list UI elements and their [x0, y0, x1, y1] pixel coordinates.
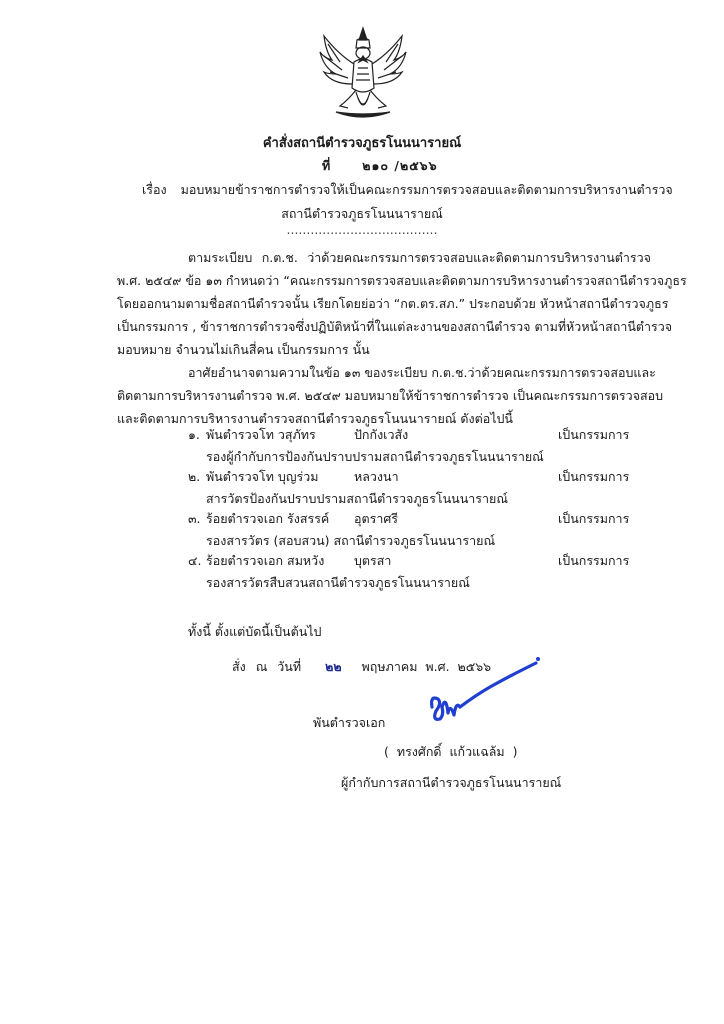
member-surname: ปักกังเวสัง: [354, 427, 409, 442]
member-name: พันตำรวจโท วสุภัทร: [206, 427, 316, 442]
member-name: ร้อยตำรวจเอก รังสรรค์: [206, 511, 330, 526]
member-position: สารวัตรป้องกันปราบปรามสถานีตำรวจภูธรโนนนารายณ์: [206, 491, 508, 506]
member-name: พันตำรวจโท บุญร่วม: [206, 469, 319, 484]
member-position: รองสารวัตรสืบสวนสถานีตำรวจภูธรโนนนารายณ์: [206, 575, 470, 590]
subject-text: มอบหมายข้าราชการตำรวจให้เป็นคณะกรรมการตรวจสอบและติดตามการบริหารงานตำรวจ: [180, 182, 673, 197]
order-title: คำสั่งสถานีตำรวจภูธรโนนนารายณ์: [262, 136, 462, 151]
signatory-rank: พันตำรวจเอก: [313, 715, 386, 730]
p1-line-4: เป็นกรรมการ , ข้าราชการตำรวจซึ่งปฏิบัติหน้าที่ในแต่ละงานของสถานีตำรวจ ตามที่หัวหน้าสถานีตำรวจ: [117, 319, 673, 334]
subject-label: เรื่อง: [142, 182, 167, 197]
member-no: ๔.: [188, 553, 202, 568]
p2-line-3: และติดตามการบริหารงานตำรวจสถานีตำรวจภูธรโนนนารายณ์ ดังต่อไปนี้: [117, 411, 513, 426]
date-day: ๒๒: [325, 659, 342, 674]
member-position: รองผู้กำกับการป้องกันปราบปรามสถานีตำรวจภูธรโนนนารายณ์: [206, 449, 544, 464]
member-list: [188, 425, 653, 595]
member-role: เป็นกรรมการ: [558, 553, 630, 568]
date-prefix: สั่ง ณ วันที่: [232, 659, 302, 674]
member-surname: อุตราศรี: [354, 511, 399, 526]
member-surname: หลวงนา: [354, 469, 399, 484]
p2-line-2: ติดตามการบริหารงานตำรวจ พ.ศ. ๒๕๔๙ มอบหมายให้ข้าราชการตำรวจ เป็นคณะกรรมการตรวจสอบ: [117, 388, 664, 403]
member-position: รองสารวัตร (สอบสวน) สถานีตำรวจภูธรโนนนารายณ์: [206, 533, 496, 548]
member-role: เป็นกรรมการ: [558, 511, 630, 526]
member-no: ๒.: [188, 469, 201, 484]
p1-line-5: มอบหมาย จำนวนไม่เกินสี่คน เป็นกรรมการ นั้น: [117, 342, 370, 357]
p2-line-1: อาศัยอำนาจตามความในข้อ ๑๓ ของระเบียบ ก.ต.ช.ว่าด้วยคณะกรรมการตรวจสอบและ: [188, 365, 656, 380]
p1-line-3: โดยออกนามตามชื่อสถานีตำรวจนั้น เรียกโดยย่อว่า “กต.ตร.สภ.” ประกอบด้วย หัวหน้าสถานีตำรวจภูธร: [117, 296, 669, 311]
p1-line-2: พ.ศ. ๒๕๔๙ ข้อ ๑๓ กำหนดว่า “คณะกรรมการตรวจสอบและติดตามการบริหารงานตำรวจสถานีตำรวจภูธร: [117, 273, 687, 288]
p1-line-1: ตามระเบียบ ก.ต.ช. ว่าด้วยคณะกรรมการตรวจสอบและติดตามการบริหารงานตำรวจ: [188, 250, 651, 265]
signatory-name: ( ทรงศักดิ์ แก้วแฉล้ม ): [384, 744, 518, 759]
member-no: ๑.: [188, 427, 200, 442]
member-name: ร้อยตำรวจเอก สมหวัง: [206, 553, 325, 568]
member-role: เป็นกรรมการ: [558, 427, 630, 442]
garuda-emblem-icon: [318, 26, 408, 122]
number-label: ที่: [322, 158, 331, 173]
order-number: [322, 156, 438, 176]
separator: ......................................: [286, 222, 438, 237]
date-month-year: พฤษภาคม พ.ศ. ๒๕๖๖: [361, 659, 492, 674]
subject-line-2: สถานีตำรวจภูธรโนนนารายณ์: [281, 206, 443, 221]
number-value: ๒๑๐ /๒๕๖๖: [362, 158, 438, 173]
handwritten-signature: [428, 655, 548, 735]
effective-statement: ทั้งนี้ ตั้งแต่บัดนี้เป็นต้นไป: [188, 624, 322, 639]
member-surname: บุตรสา: [354, 553, 392, 568]
member-role: เป็นกรรมการ: [558, 469, 630, 484]
signatory-position: ผู้กำกับการสถานีตำรวจภูธรโนนนารายณ์: [341, 775, 562, 790]
member-no: ๓.: [188, 511, 201, 526]
subject-line-1: [142, 180, 673, 200]
